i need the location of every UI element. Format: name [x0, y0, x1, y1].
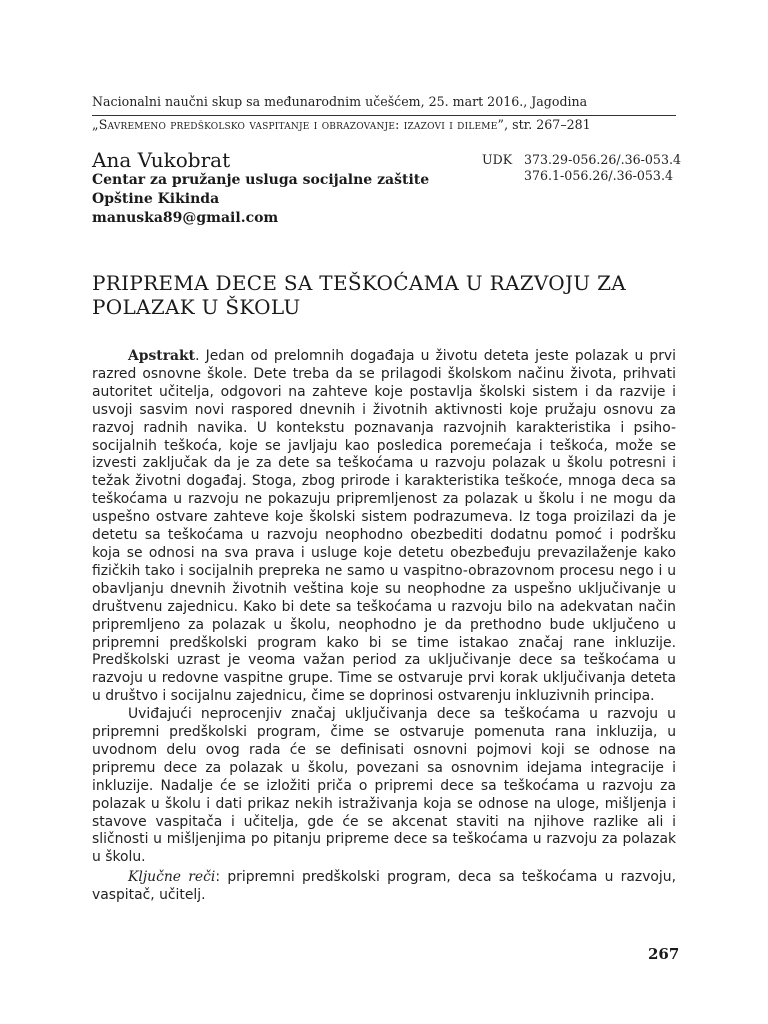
header-rule: [92, 115, 676, 116]
keywords-paragraph: [92, 869, 676, 905]
page-range: , str. 267–281: [504, 117, 591, 132]
page-number: 267: [648, 945, 680, 963]
affiliation-line-1: Centar za pružanje usluga socijalne zaštite: [92, 172, 430, 188]
abstract: [92, 348, 676, 905]
author-affiliation: [92, 171, 429, 228]
author-email: manuska89@gmail.com: [92, 210, 279, 226]
abstract-paragraph-2: Uviđajući neprocenjiv značaj uključivanja dece sa teškoćama u razvoju u pripremni predškolski program, čime se ostvaruje pomenuta rana inkluzija, u uvodnom delu ovog rada će se definisati osnovni pojmovi koji se odnose na pripremu dece za polazak u školu, povezani sa osnovnim idejama integracije i inkluzije. Nadalje će se izložiti priča o pripremi dece sa teškoćama u razvoju za polazak u školu i dati prikaz nekih istraživanja koja se odnose na uloge, mišljenja i stavove vaspitača i učitelja, gde će se akcenat staviti na njihove razlike ali i sličnosti u mišljenjima po pitanju pripreme dece sa teškoćama u razvoju za polazak u školu.: [92, 706, 676, 866]
proceedings-line: [92, 117, 692, 132]
keywords-text: : pripremni predškolski program, deca sa teškoćama u razvoju, vaspitač, učitelj.: [92, 869, 676, 904]
udk-code-2: 376.1-056.26/.36-053.4: [524, 168, 673, 183]
udk-codes: [524, 152, 681, 184]
affiliation-line-2: Opštine Kikinda: [92, 191, 220, 207]
abstract-label: Apstrakt: [128, 348, 196, 364]
udk-label: UDK: [482, 152, 513, 167]
paper-title: PRIPREMA DECE SA TEŠKOĆAMA U RAZVOJU ZA POLAZAK U ŠKOLU: [92, 271, 627, 319]
author-name: Ana Vukobrat: [92, 148, 231, 172]
abstract-paragraph-1: [92, 348, 676, 706]
proceedings-title: „Savremeno predškolsko vaspitanje i obrazovanje: izazovi i dileme”: [92, 117, 505, 132]
conference-line: Nacionalni naučni skup sa međunarodnim učešćem, 25. mart 2016., Jagodina: [92, 94, 588, 109]
udk-code-1: 373.29-056.26/.36-053.4: [524, 152, 681, 167]
abstract-text-1: . Jedan od prelomnih događaja u životu deteta jeste polazak u prvi razred osnovne škole. Dete treba da se prilagodi školskom načinu života, prihvati autoritet učitelja, odgovori na zahteve koje postavlja školski sistem i da razvije i usvoji sasvim novi raspored dnevnih i životnih aktivnosti koje pružaju osnovu za razvoj radnih navika. U kontekstu poznavanja razvojnih karakteristika i psiho-socijalnih teškoća, koje se javljaju kao posledica poremećaja i teškoća, može se izvesti zaključak da je za dete sa teškoćama u razvoju polazak u školu potresni i težak životni događaj. Stoga, zbog prirode i karakteristika teškoće, mnoga deca sa teškoćama u razvoju ne pokazuju pripremljenost za polazak u školu i ne mogu da uspešno ostvare zahteve koje školski sistem podrazumeva. Iz toga proizilazi da je detetu sa teškoćama u razvoju neophodno obezbediti dodatnu pomoć i podršku koja se odnosi na sva prava i usluge koje detetu obezbeđuju prevazilaženje kako fizičkih tako i socijalnih prepreka ne samo u vaspitno-obrazovnom procesu nego i u obavljanju dnevnih životnih veština koje su neophodne za uspešno uključivanje u društvenu zajednicu. Kako bi dete sa teškoćama u razvoju bilo na adekvatan način pripremljeno za polazak u školu, neophodno je da prethodno bude uključeno u pripremni predškolski program kako bi se time istakao značaj rane inkluzije. Predškolski uzrast je veoma važan period za uključivanje dece sa teškoćama u razvoju u redovne vaspitne grupe. Time se ostvaruje prvi korak uključivanja deteta u društvo i socijalnu zajednicu, čime se doprinosi ostvarenju inkluzivnih principa.: [92, 348, 676, 705]
keywords-label: Ključne reči: [128, 869, 216, 886]
